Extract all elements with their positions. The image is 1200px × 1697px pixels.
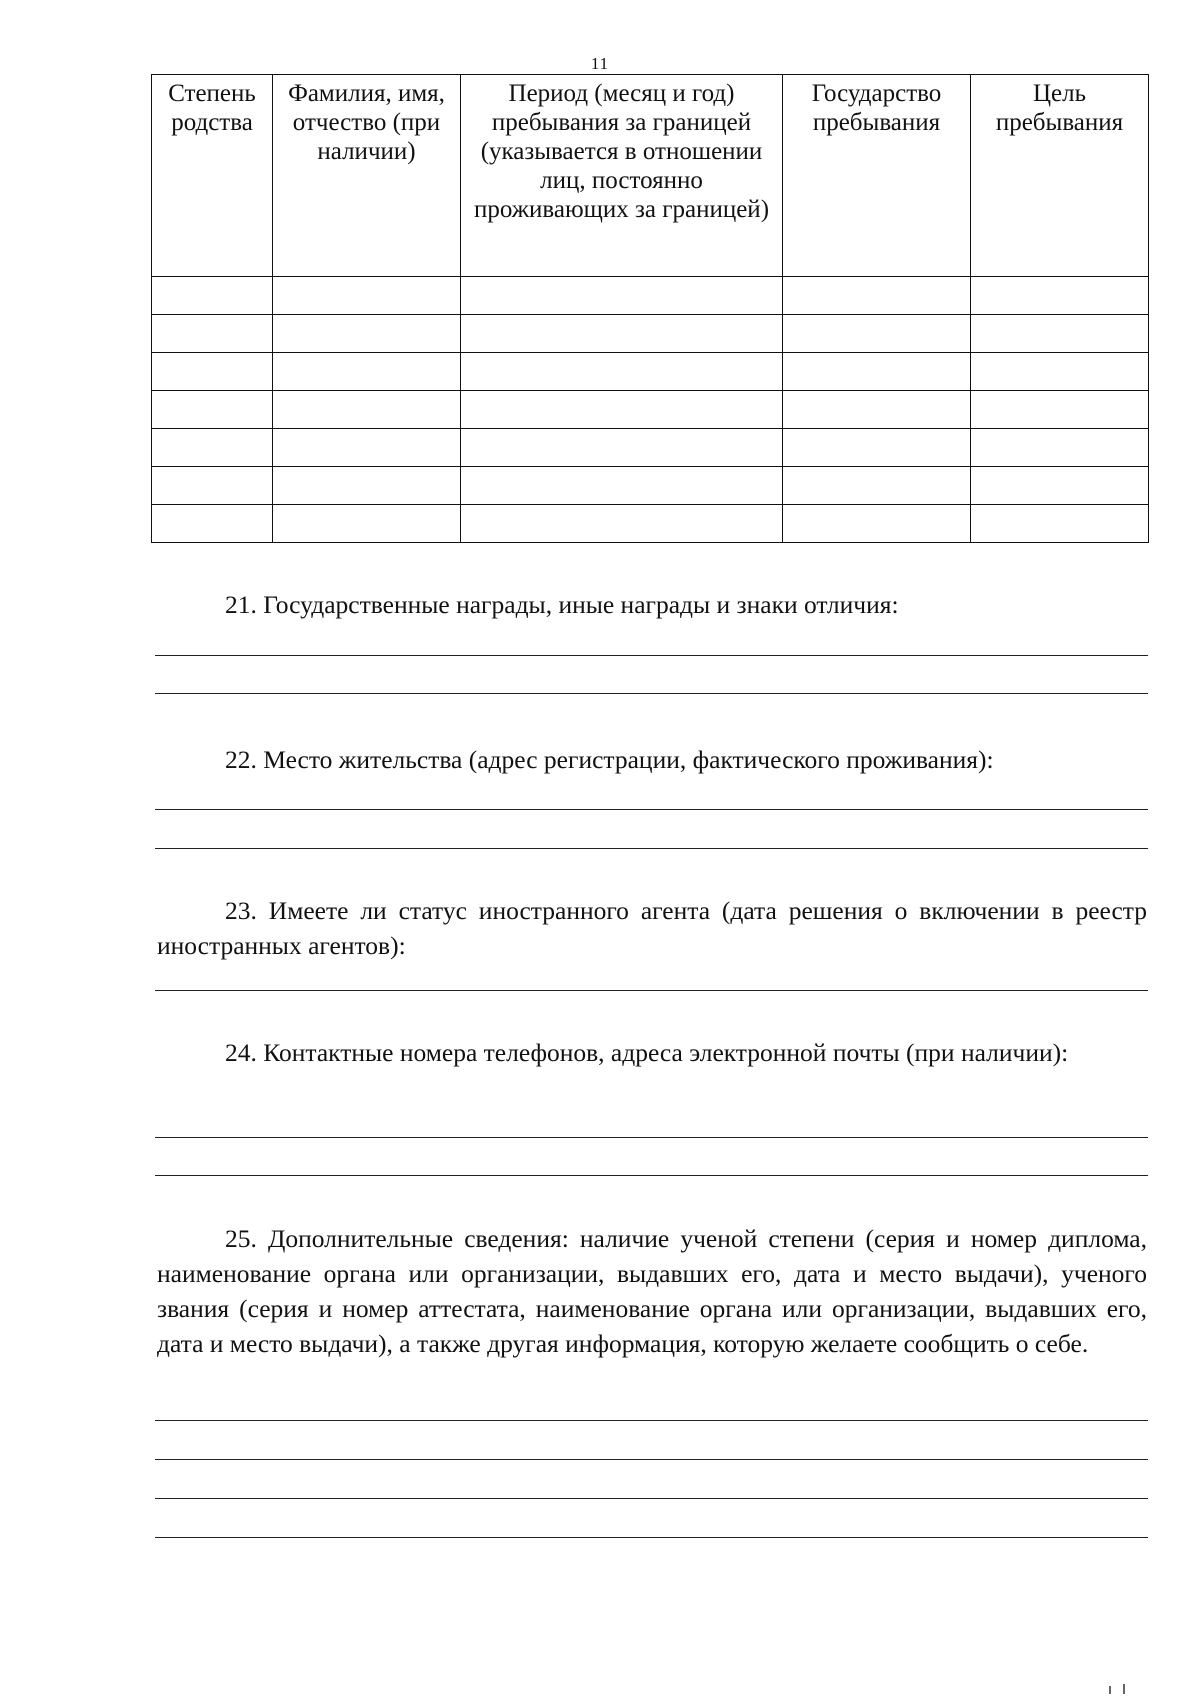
section-22-residence <box>157 742 1147 777</box>
fill-line[interactable] <box>155 1420 1148 1421</box>
table-cell[interactable] <box>783 277 971 315</box>
section-24-contacts <box>157 1035 1147 1070</box>
fill-line[interactable] <box>155 693 1148 694</box>
table-header-row <box>152 75 1149 277</box>
section-25-text: 25. Дополнительные сведения: наличие ученой степени (серия и номер диплома, наименование органа или организации, выдавших его, дата и место выдачи), ученого звания (серия и номер аттестата, наименование органа или организации, выдавших его, дата и место выдачи), а также другая информация, которую желаете сообщить о себе. <box>157 1224 1147 1358</box>
table-cell[interactable] <box>152 315 273 353</box>
section-24-text: 24. Контактные номера телефонов, адреса электронной почты (при наличии): <box>225 1038 1069 1067</box>
table-cell[interactable] <box>273 391 461 429</box>
fill-line[interactable] <box>155 1137 1148 1138</box>
table-cell[interactable] <box>783 391 971 429</box>
table-cell[interactable] <box>273 315 461 353</box>
header-country: Государство пребывания <box>783 75 971 277</box>
table-row <box>152 429 1149 467</box>
table-cell[interactable] <box>971 429 1149 467</box>
table-cell[interactable] <box>461 467 783 505</box>
section-21-text: 21. Государственные награды, иные награды и знаки отличия: <box>225 590 899 619</box>
table-cell[interactable] <box>461 429 783 467</box>
table-row <box>152 391 1149 429</box>
table-cell[interactable] <box>783 353 971 391</box>
page-number: 11 <box>590 54 610 73</box>
table-cell[interactable] <box>461 505 783 543</box>
section-21-awards <box>157 587 1147 622</box>
table-row <box>152 353 1149 391</box>
section-25-additional-info <box>157 1221 1147 1361</box>
table-cell[interactable] <box>971 353 1149 391</box>
table-cell[interactable] <box>273 277 461 315</box>
table-cell[interactable] <box>783 315 971 353</box>
table-cell[interactable] <box>971 277 1149 315</box>
scan-mark-icon <box>1108 1684 1128 1694</box>
table-cell[interactable] <box>152 429 273 467</box>
table-cell[interactable] <box>152 467 273 505</box>
table-cell[interactable] <box>152 277 273 315</box>
relatives-abroad-table <box>151 74 1149 543</box>
table-cell[interactable] <box>783 505 971 543</box>
fill-line[interactable] <box>155 1498 1148 1499</box>
table-cell[interactable] <box>273 467 461 505</box>
header-purpose: Цель пребывания <box>971 75 1149 277</box>
table-cell[interactable] <box>152 505 273 543</box>
table-cell[interactable] <box>971 505 1149 543</box>
table-cell[interactable] <box>461 277 783 315</box>
table-cell[interactable] <box>461 353 783 391</box>
table-cell[interactable] <box>461 391 783 429</box>
section-23-text: 23. Имеете ли статус иностранного агента (дата решения о включении в реестр иностранных агентов): <box>157 896 1147 960</box>
fill-line[interactable] <box>155 1537 1148 1538</box>
table-cell[interactable] <box>971 391 1149 429</box>
table-cell[interactable] <box>461 315 783 353</box>
fill-line[interactable] <box>155 809 1148 810</box>
fill-line[interactable] <box>155 1459 1148 1460</box>
fill-line[interactable] <box>155 990 1148 991</box>
table-cell[interactable] <box>273 429 461 467</box>
header-relation-degree: Степень родства <box>152 75 273 277</box>
section-23-foreign-agent <box>157 893 1147 963</box>
fill-line[interactable] <box>155 848 1148 849</box>
table-row <box>152 467 1149 505</box>
table-cell[interactable] <box>783 467 971 505</box>
table-cell[interactable] <box>152 391 273 429</box>
fill-line[interactable] <box>155 655 1148 656</box>
table-cell[interactable] <box>971 467 1149 505</box>
header-period-abroad: Период (месяц и год) пребывания за границей (указывается в отношении лиц, постоянно проживающих за границей) <box>461 75 783 277</box>
table-cell[interactable] <box>152 353 273 391</box>
table-cell[interactable] <box>273 505 461 543</box>
fill-line[interactable] <box>155 1175 1148 1176</box>
table-row <box>152 505 1149 543</box>
header-full-name: Фамилия, имя, отчество (при наличии) <box>273 75 461 277</box>
table-cell[interactable] <box>783 429 971 467</box>
table-row <box>152 277 1149 315</box>
table-cell[interactable] <box>971 315 1149 353</box>
section-22-text: 22. Место жительства (адрес регистрации, фактического проживания): <box>225 745 994 774</box>
table-cell[interactable] <box>273 353 461 391</box>
table-row <box>152 315 1149 353</box>
